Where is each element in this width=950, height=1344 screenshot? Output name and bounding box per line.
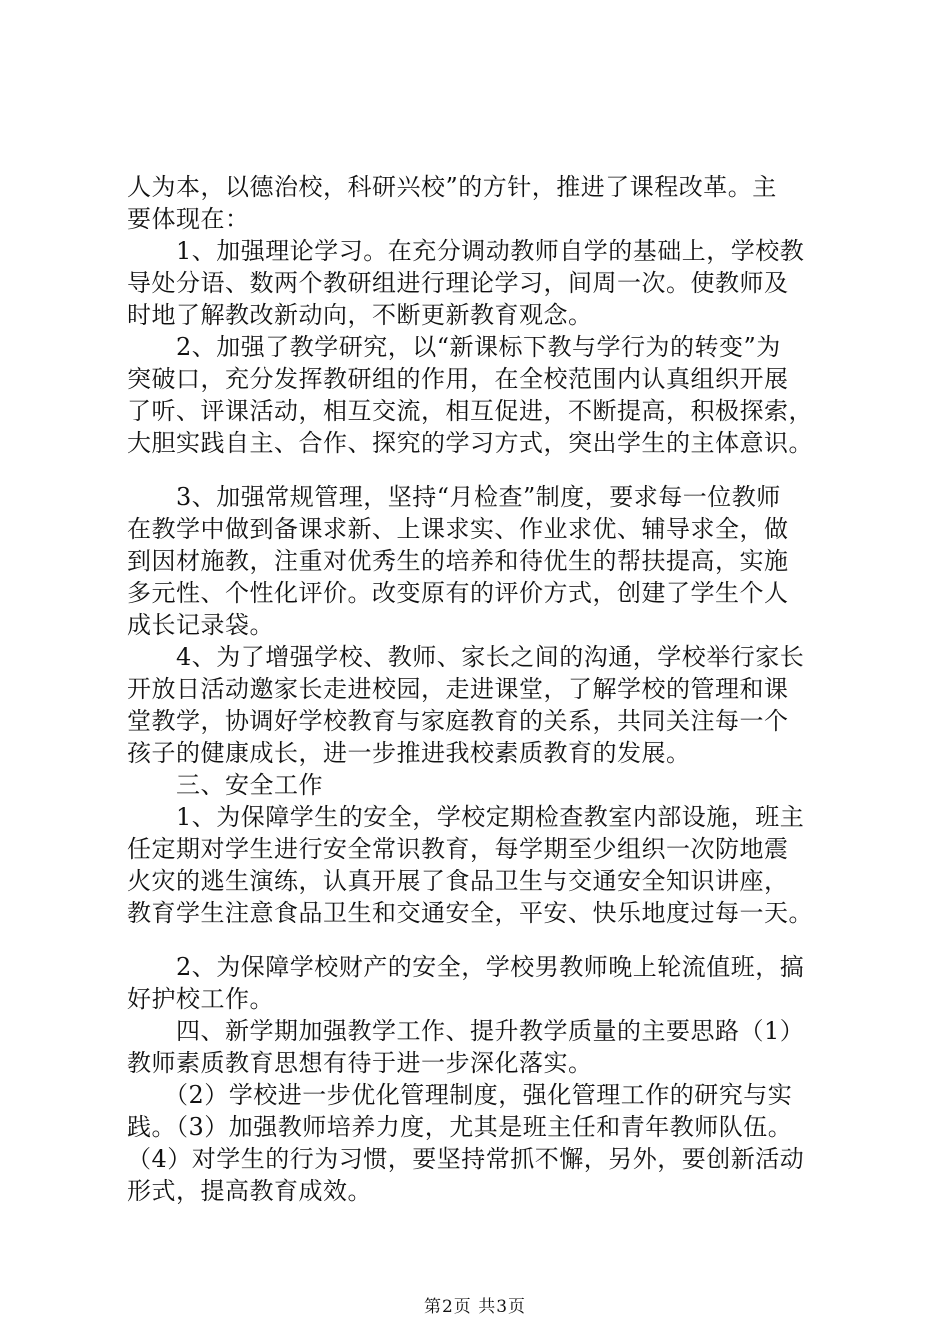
text-line: 到因材施教，注重对优秀生的培养和待优生的帮扶提高，实施 — [127, 547, 789, 575]
text-line: 突破口，充分发挥教研组的作用，在全校范围内认真组织开展 — [127, 365, 789, 393]
text-line: （2）学校进一步优化管理制度，强化管理工作的研究与实 — [127, 1081, 793, 1109]
text-line: 堂教学，协调好学校教育与家庭教育的关系，共同关注每一个 — [127, 707, 789, 735]
text-line: 教育学生注意食品卫生和交通安全，平安、快乐地度过每一天。 — [127, 899, 813, 927]
text-line: 好护校工作。 — [127, 985, 274, 1013]
text-line: 多元性、个性化评价。改变原有的评价方式，创建了学生个人 — [127, 579, 789, 607]
text-line: 导处分语、数两个教研组进行理论学习，间周一次。使教师及 — [127, 269, 789, 297]
text-line: 3、加强常规管理，坚持“月检查”制度，要求每一位教师 — [127, 483, 781, 511]
text-line: 开放日活动邀家长走进校园，走进课堂，了解学校的管理和课 — [127, 675, 789, 703]
text-line: 任定期对学生进行安全常识教育，每学期至少组织一次防地震 — [127, 835, 789, 863]
text-line: 孩子的健康成长，进一步推进我校素质教育的发展。 — [127, 739, 691, 767]
section-heading: 四、新学期加强教学工作、提升教学质量的主要思路（1） — [127, 1017, 805, 1045]
text-line: 火灾的逃生演练，认真开展了食品卫生与交通安全知识讲座， — [127, 867, 789, 895]
text-line: 时地了解教改新动向，不断更新教育观念。 — [127, 301, 593, 329]
text-line: 大胆实践自主、合作、探究的学习方式，突出学生的主体意识。 — [127, 429, 813, 457]
text-line: 2、加强了教学研究，以“新课标下教与学行为的转变”为 — [127, 333, 781, 361]
text-line: 要体现在： — [127, 205, 250, 233]
text-line: 4、为了增强学校、教师、家长之间的沟通，学校举行家长 — [127, 643, 805, 671]
text-line: 2、为保障学校财产的安全，学校男教师晚上轮流值班，搞 — [127, 953, 805, 981]
text-line: 成长记录袋。 — [127, 611, 274, 639]
text-line: 在教学中做到备课求新、上课求实、作业求优、辅导求全，做 — [127, 515, 789, 543]
text-line: 教师素质教育思想有待于进一步深化落实。 — [127, 1049, 593, 1077]
text-line: 1、为保障学生的安全，学校定期检查教室内部设施，班主 — [127, 803, 805, 831]
section-heading: 三、安全工作 — [127, 771, 323, 799]
text-line: 了听、评课活动，相互交流，相互促进，不断提高，积极探索， — [127, 397, 813, 425]
text-line: 1、加强理论学习。在充分调动教师自学的基础上，学校教 — [127, 237, 805, 265]
text-line: 形式，提高教育成效。 — [127, 1177, 372, 1205]
page-number-footer: 第2页 共3页 — [423, 1297, 527, 1317]
text-line: （4）对学生的行为习惯，要坚持常抓不懈，另外，要创新活动 — [127, 1145, 805, 1173]
text-line: 人为本，以德治校，科研兴校”的方针，推进了课程改革。主 — [127, 173, 777, 201]
text-line: 践。（3）加强教师培养力度，尤其是班主任和青年教师队伍。 — [127, 1113, 793, 1141]
